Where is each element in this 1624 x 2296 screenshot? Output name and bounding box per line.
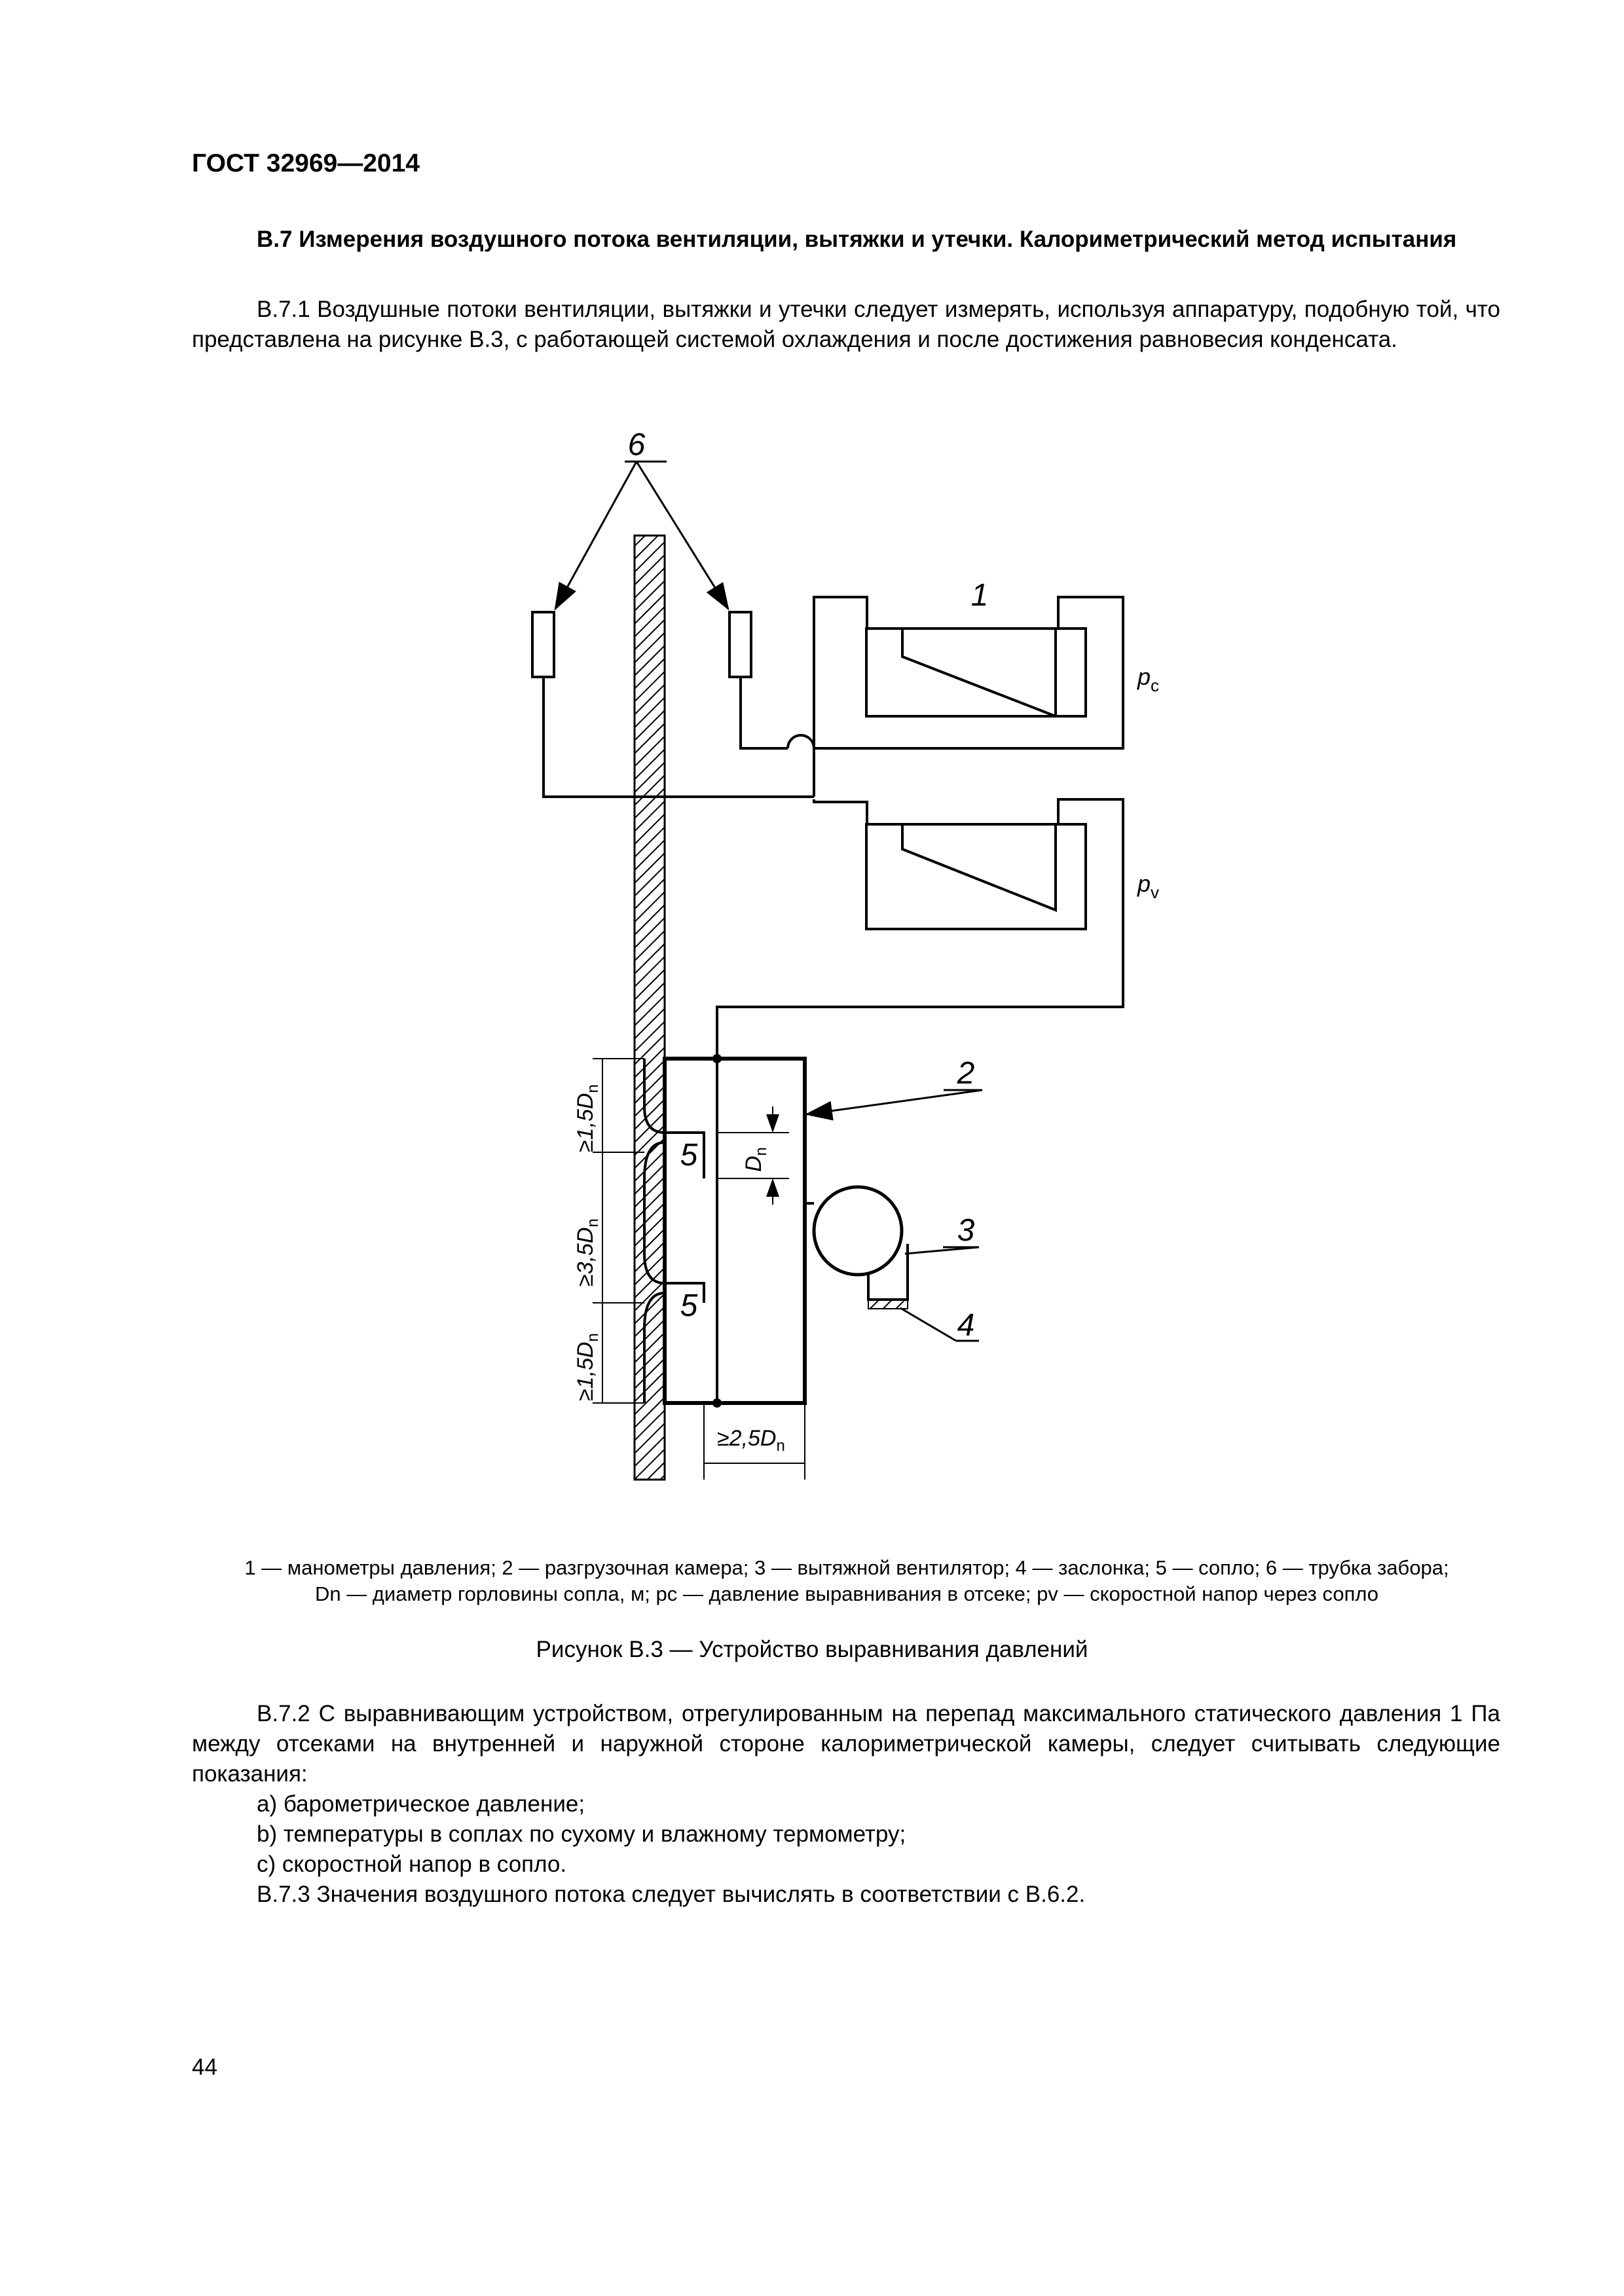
dim-throat-dn: $D_n$ — [741, 1147, 770, 1172]
label-5-lower: 5 — [680, 1288, 698, 1323]
sampling-tube-right — [729, 612, 751, 677]
manometer-pv-gauge — [866, 824, 1086, 929]
figure-legend — [192, 1555, 1502, 1607]
sampling-tube-left — [532, 612, 554, 677]
partition-wall — [635, 536, 665, 1480]
document-header: ГОСТ 32969—2014 — [192, 149, 420, 177]
manometer-pc-gauge — [866, 629, 1086, 716]
dim-bot-spacing: $\ge 1,5D_n$ — [573, 1333, 602, 1401]
exhaust-fan — [814, 1187, 902, 1275]
page-number: 44 — [192, 2054, 217, 2080]
list-item-b: b) температуры в соплах по сухому и влажному термометру; — [257, 1821, 906, 1847]
list-item-a: a) барометрическое давление; — [257, 1791, 585, 1817]
label-pv: $p_v$ — [1137, 870, 1160, 902]
leader-4 — [900, 1308, 956, 1341]
label-3: 3 — [957, 1213, 975, 1248]
label-pc: $p_c$ — [1137, 663, 1160, 695]
leader-2 — [807, 1090, 982, 1114]
legend-line-2: Dn — диаметр горловины сопла, м; pc — давление выравнивания в отсеке; pv — скоростной напор через сопло — [314, 1582, 1379, 1605]
label-6: 6 — [627, 428, 646, 462]
leader-6-left — [555, 462, 637, 609]
damper — [868, 1300, 908, 1309]
paragraph-b71-text: В.7.1 Воздушные потоки вентиляции, вытяжки и утечки следует измерять, используя аппаратуру, подобную той, что представлена на рисунке В.3, с работающей системой охлаждения и после достижения равновесия конденсата. — [192, 297, 1500, 352]
label-2: 2 — [957, 1056, 975, 1091]
dim-mid-spacing: $\ge 3,5D_n$ — [573, 1218, 602, 1286]
legend-line-1: 1 — манометры давления; 2 — разгрузочная камера; 3 — вытяжной вентилятор; 4 — заслонка; 5 — сопло; 6 — трубка забора; — [244, 1556, 1449, 1579]
dim-chamber-width: $\ge 2,5D_n$ — [717, 1426, 785, 1455]
paragraph-b73: В.7.3 Значения воздушного потока следует вычислять в соответствии с В.6.2. — [257, 1882, 1086, 1907]
label-5-upper: 5 — [680, 1138, 698, 1173]
paragraph-b72-text: В.7.2 С выравнивающим устройством, отрегулированным на перепад максимального статического давления 1 Па между отсеками на внутренней и наружной стороне калориметрической камеры, следует считывать следующие показания: — [192, 1701, 1500, 1787]
label-1: 1 — [970, 578, 989, 613]
discharge-chamber — [665, 1059, 805, 1403]
label-4: 4 — [957, 1308, 975, 1343]
list-item-c: c) скоростной напор в сопло. — [257, 1851, 567, 1877]
dim-top-spacing: $\ge 1,5D_n$ — [573, 1084, 602, 1152]
figure-caption: Рисунок В.3 — Устройство выравнивания давлений — [536, 1637, 1088, 1662]
manometer-pc — [814, 597, 867, 748]
section-title: В.7 Измерения воздушного потока вентиляции, вытяжки и утечки. Калориметрический метод испытания — [257, 227, 1457, 252]
paragraph-b72 — [192, 1699, 1500, 1789]
